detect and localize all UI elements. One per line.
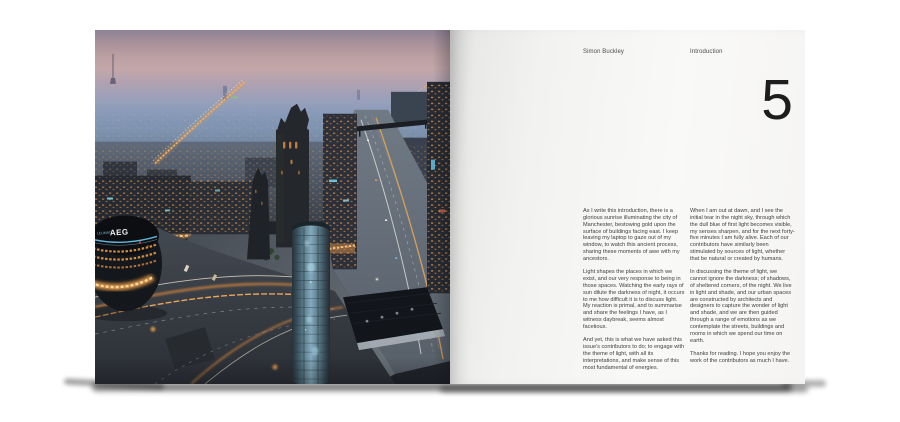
paragraph: Thanks for reading. I hope you enjoy the work of the contributors as much I have.	[690, 351, 791, 364]
paragraph: Light shapes the places in which we exist, and our very response to being in those spaces. Watching the early rays of sun dilute the darkness of night, it occurs to me how difficult it is to discuss light. My reaction is primal, and to summarise and share the feelings I have, as I witness daybreak, seems almost facetious.	[583, 269, 685, 330]
paragraph: And yet, this is what we have asked this issue's contributors to do; to engage with the theme of light, with all its interpretations, and make sense of this most fundamental of energies.	[583, 337, 685, 371]
page-number: 5	[761, 68, 792, 132]
spread-drop-shadow	[440, 386, 808, 392]
intro-text-columns	[583, 208, 795, 378]
paragraph: As I write this introduction, there is a glorious sunrise illuminating the city of Manchester, bestowing gold upon the surface of buildings facing east. I keep leaving my laptop to gaze out of my window, to watch this ancient process, sharing these moments of awe with my ancestors.	[583, 208, 680, 262]
blue-neon-lettering: LEUMAT	[96, 230, 111, 236]
inner-glow	[307, 262, 315, 272]
spread-drop-shadow	[92, 383, 792, 391]
bottom-vignette	[95, 357, 450, 384]
paragraph: When I am out at dawn, and I see the initial tear in the night sky, through which the dull blue of first light becomes visible, my senses sharpen, and for the next forty-five minutes I am fully alive. Each of our contributors have similarly been stimulated by sources of light, whether that be natural or created by humans.	[690, 208, 795, 262]
intro-column-2	[690, 208, 795, 378]
spine-shading	[433, 30, 450, 384]
right-page	[450, 30, 805, 384]
aeg-sign: AEG	[109, 227, 129, 238]
author-name: Simon Buckley	[583, 49, 624, 55]
section-title: Introduction	[690, 49, 723, 55]
intro-column-1	[583, 208, 685, 378]
funkturm-silhouette	[110, 78, 116, 84]
city-photo	[95, 30, 450, 384]
green-neon-sign	[231, 97, 238, 98]
paragraph: In discussing the theme of light, we cannot ignore the darkness; of shadows, of sheltered corners, of the night. We live in light and shade, and our urban spaces are constructed by architects and designers to capture the wonder of light and shade, and we are then guided through a range of emotions as we contemplate the streets, buildings and rooms in which we spend our time on earth.	[690, 269, 792, 344]
left-page	[95, 30, 450, 384]
